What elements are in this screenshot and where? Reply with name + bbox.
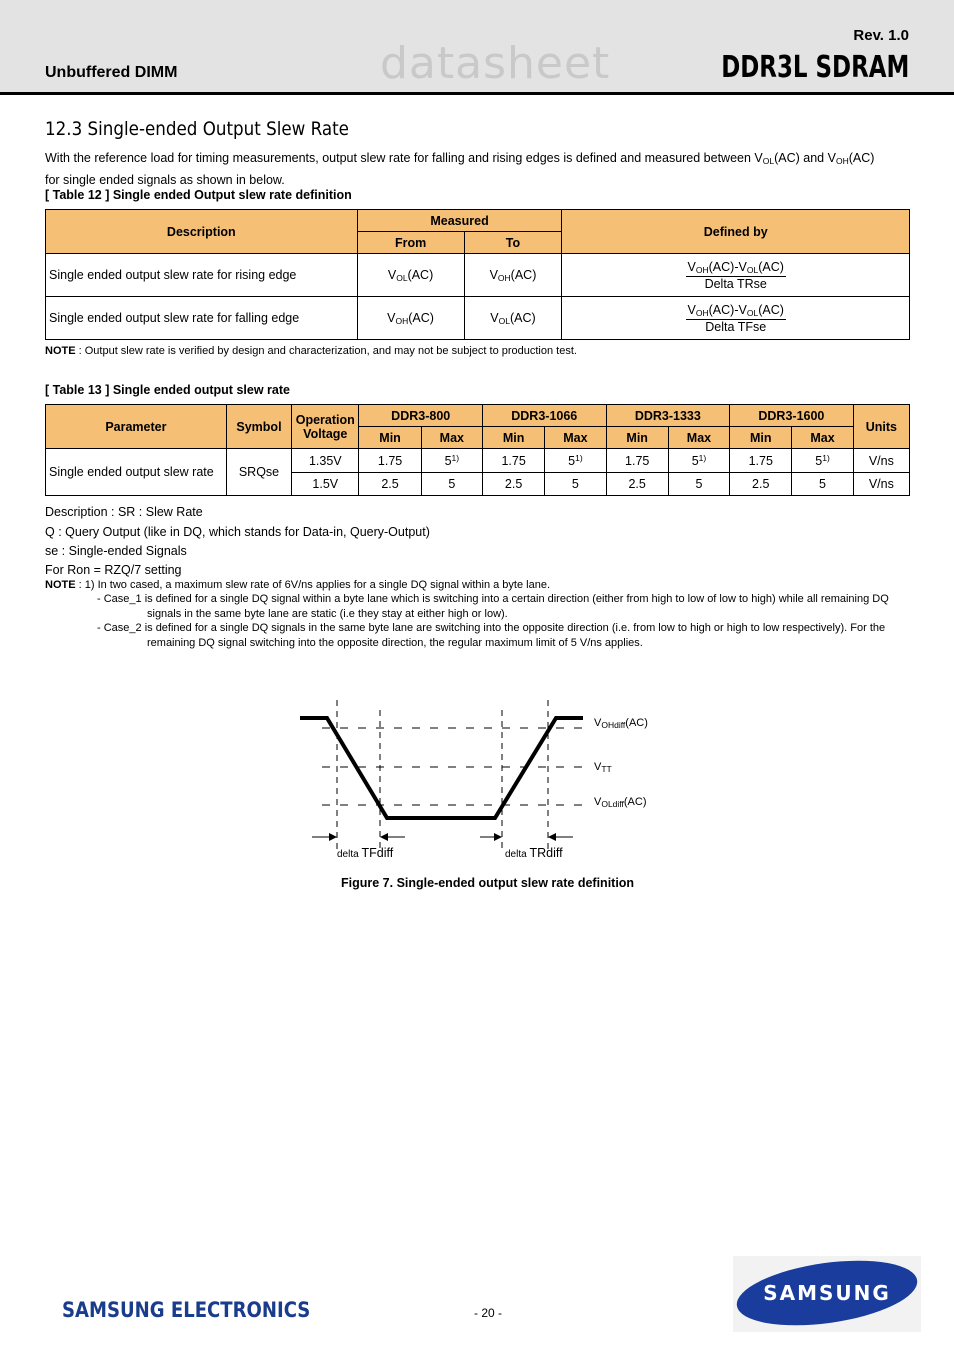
watermark: datasheet bbox=[380, 38, 611, 89]
note-line: NOTE : 1) In two cased, a maximum slew rate of 6V/ns applies for a single DQ signal within a byte lane. bbox=[45, 579, 551, 591]
header-operation-voltage: Operation Voltage bbox=[292, 405, 359, 449]
header-to: To bbox=[464, 232, 562, 254]
samsung-logo bbox=[733, 1256, 921, 1332]
header-units: Units bbox=[853, 405, 909, 449]
header-min: Min bbox=[730, 427, 792, 449]
header-measured: Measured bbox=[357, 210, 562, 232]
cell-min: 1.75 bbox=[730, 449, 792, 473]
section-title: 12.3 Single-ended Output Slew Rate bbox=[45, 118, 349, 140]
table-row bbox=[46, 297, 910, 340]
cell-min: 2.5 bbox=[730, 473, 792, 496]
timing-markers bbox=[337, 700, 548, 850]
row-from: $V_{OH}(AC)$ bbox=[357, 297, 464, 340]
table13 bbox=[45, 404, 910, 496]
cell-max: 5 bbox=[792, 473, 853, 496]
row-description: Single ended output slew rate for rising edge bbox=[46, 254, 358, 297]
cell-max: 5$^{1)}$ bbox=[421, 449, 482, 473]
header-description: Description bbox=[46, 210, 358, 254]
header-from: From bbox=[357, 232, 464, 254]
cell-min: 1.75 bbox=[359, 449, 421, 473]
row-to: $V_{OL}(AC)$ bbox=[464, 297, 562, 340]
table12 bbox=[45, 209, 910, 340]
cell-max: 5 bbox=[668, 473, 729, 496]
header-speed: DDR3-1600 bbox=[730, 405, 854, 427]
tr-arrowhead-right bbox=[548, 833, 556, 841]
header-speed: DDR3-1333 bbox=[606, 405, 730, 427]
row-voltage: 1.35V bbox=[292, 449, 359, 473]
svg-text:SAMSUNG: SAMSUNG bbox=[763, 1281, 891, 1305]
description-line: For Ron = RZQ/7 setting bbox=[45, 563, 182, 577]
tf-label: delta TFdiff bbox=[337, 846, 394, 860]
header-max: Max bbox=[545, 427, 606, 449]
table12-note: NOTE : Output slew rate is verified by design and characterization, and may not be subject to production test. bbox=[45, 345, 577, 357]
cell-max: 5$^{1)}$ bbox=[545, 449, 606, 473]
header-min: Min bbox=[359, 427, 421, 449]
vol-label: $V_{OLdiff}(AC)$ bbox=[594, 796, 647, 809]
company-name: SAMSUNG ELECTRONICS bbox=[62, 1298, 311, 1322]
figure-caption: Figure 7. Single-ended output slew rate definition bbox=[341, 876, 635, 890]
reference-lines bbox=[322, 728, 590, 805]
note-case1: - Case_1 is defined for a single DQ signal within a byte lane which is switching into a certain direction (either from high to low of low to high) while all remaining DQ signals in the same byte lane are static (i.e they stay at either high or low). bbox=[97, 593, 889, 620]
cell-min: 2.5 bbox=[482, 473, 544, 496]
tr-arrowhead-left bbox=[494, 833, 502, 841]
table13-caption: [ Table 13 ] Single ended output slew rate bbox=[45, 383, 290, 397]
page-number: - 20 - bbox=[474, 1306, 503, 1320]
header-speed: DDR3-800 bbox=[359, 405, 483, 427]
module-label: Unbuffered DIMM bbox=[45, 64, 178, 81]
header-max: Max bbox=[792, 427, 853, 449]
tf-arrowhead-left bbox=[329, 833, 337, 841]
page-header bbox=[0, 0, 954, 95]
revision-label: Rev. 1.0 bbox=[853, 27, 909, 44]
row-from: $V_{OL}(AC)$ bbox=[357, 254, 464, 297]
tr-label: delta TRdiff bbox=[505, 846, 563, 860]
row-defined-by: $\frac{V_{OH}(AC)-V_{OL}(AC)}{\text{Delta TRse}}$ bbox=[562, 254, 910, 297]
cell-min: 2.5 bbox=[359, 473, 421, 496]
note-case2: - Case_2 is defined for a single DQ signals in the same byte lane are switching into the opposite direction (i.e. from low to high or high to low respectively). For the remaining DQ signal switching into the opposite direction, the regular maximum limit of 5 V/ns applies. bbox=[97, 622, 886, 649]
description-line: Q : Query Output (like in DQ, which stands for Data-in, Query-Output) bbox=[45, 525, 430, 539]
cell-max: 5 bbox=[545, 473, 606, 496]
row-symbol: SRQse bbox=[226, 449, 291, 496]
arrows bbox=[312, 833, 573, 841]
cell-max: 5 bbox=[421, 473, 482, 496]
signal-waveform bbox=[300, 718, 583, 818]
header-min: Min bbox=[482, 427, 544, 449]
description-line: se : Single-ended Signals bbox=[45, 544, 187, 558]
row-voltage: 1.5V bbox=[292, 473, 359, 496]
header-defined-by: Defined by bbox=[562, 210, 910, 254]
row-to: $V_{OH}(AC)$ bbox=[464, 254, 562, 297]
cell-min: 1.75 bbox=[606, 449, 668, 473]
header-symbol: Symbol bbox=[226, 405, 291, 449]
header-max: Max bbox=[421, 427, 482, 449]
cell-max: 5$^{1)}$ bbox=[668, 449, 729, 473]
cell-min: 2.5 bbox=[606, 473, 668, 496]
description-line: Description : SR : Slew Rate bbox=[45, 505, 203, 519]
cell-max: 5$^{1)}$ bbox=[792, 449, 853, 473]
header-speed: DDR3-1066 bbox=[482, 405, 606, 427]
vtt-label: $V_{TT}$ bbox=[594, 761, 612, 774]
tf-arrowhead-right bbox=[380, 833, 388, 841]
cell-min: 1.75 bbox=[482, 449, 544, 473]
header-parameter: Parameter bbox=[46, 405, 227, 449]
header-max: Max bbox=[668, 427, 729, 449]
cell-units: V/ns bbox=[853, 449, 909, 473]
voh-label: $V_{OHdiff}(AC)$ bbox=[594, 717, 648, 730]
table-row bbox=[46, 254, 910, 297]
cell-units: V/ns bbox=[853, 473, 909, 496]
row-parameter: Single ended output slew rate bbox=[46, 449, 227, 496]
row-description: Single ended output slew rate for falling edge bbox=[46, 297, 358, 340]
product-title: DDR3L SDRAM bbox=[720, 50, 909, 85]
intro-paragraph: With the reference load for timing measurements, output slew rate for falling and rising edges is defined and measured between $V_{OL}(AC)$ and $V_{OH}(AC)$ for single ended signals as shown in below. bbox=[45, 151, 875, 187]
table-row bbox=[46, 449, 910, 473]
row-defined-by: $\frac{V_{OH}(AC)-V_{OL}(AC)}{\text{Delta TFse}}$ bbox=[562, 297, 910, 340]
header-min: Min bbox=[606, 427, 668, 449]
table12-caption: [ Table 12 ] Single ended Output slew rate definition bbox=[45, 188, 352, 202]
